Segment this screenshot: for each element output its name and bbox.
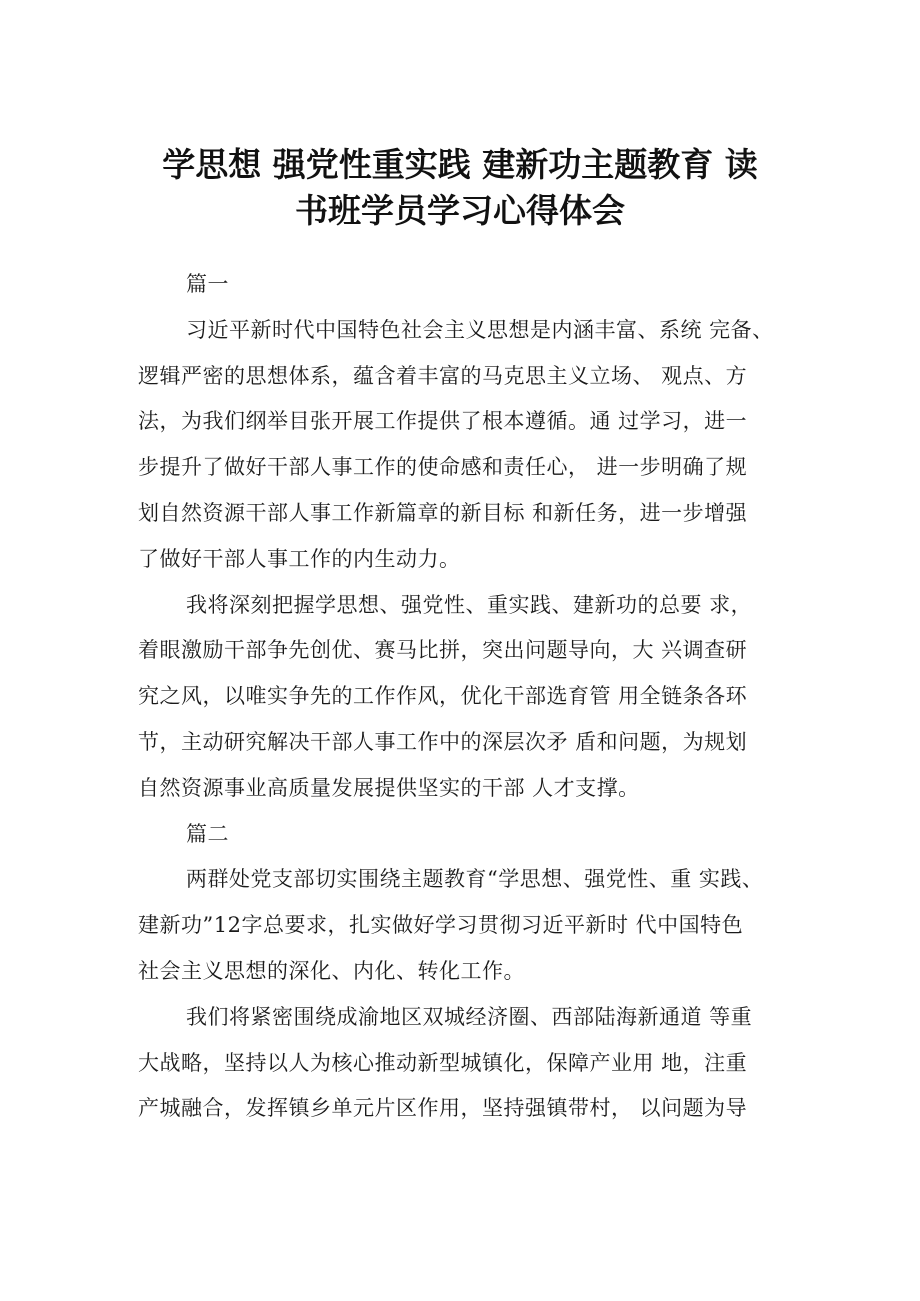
- text-line: 大战略，坚持以人为核心推动新型城镇化，保障产业用 地，注重: [138, 1050, 748, 1075]
- text-line: 社会主义思想的深化、内化、转化工作。: [138, 958, 525, 983]
- text-line: 划自然资源干部人事工作新篇章的新目标 和新任务，进一步增强: [138, 500, 748, 525]
- text-line: 两群处党支部切实围绕主题教育“学思想、强党性、重 实践、: [186, 867, 764, 892]
- text-line: 步提升了做好干部人事工作的使命感和责任心， 进一步明确了规: [138, 455, 748, 480]
- text-line: 篇二: [186, 821, 229, 846]
- text-line: 究之风，以唯实争先的工作作风，优化干部选育管 用全链条各环: [138, 684, 748, 709]
- text-line: 篇一: [186, 272, 229, 296]
- text-line: 自然资源事业高质量发展提供坚实的干部 人才支撑。: [138, 775, 640, 800]
- title-line-2: 书班学员学习心得体会: [295, 191, 625, 230]
- text-line: 节，主动研究解决干部人事工作中的深层次矛 盾和问题，为规划: [138, 729, 748, 754]
- text-line: 产城融合，发挥镇乡单元片区作用，坚持强镇带村， 以问题为导: [138, 1096, 748, 1121]
- text-line: 着眼激励干部争先创优、赛马比拼，突出问题导向，大 兴调查研: [138, 638, 748, 663]
- text-line: 法，为我们纲举目张开展工作提供了根本遵循。通 过学习，进一: [138, 409, 748, 434]
- document-title: [138, 142, 782, 234]
- text-line: 了做好干部人事工作的内生动力。: [138, 546, 461, 571]
- title-line-1: 学思想 强党性重实践 建新功主题教育 读: [162, 145, 758, 184]
- text-line: 我们将紧密围绕成渝地区双城经济圈、西部陆海新通道 等重: [186, 1004, 753, 1029]
- text-line: 习近平新时代中国特色社会主义思想是内涵丰富、系统 完备、: [186, 317, 774, 342]
- text-line: 我将深刻把握学思想、强党性、重实践、建新功的总要 求，: [186, 592, 753, 617]
- text-line: 建新功”12字总要求，扎实做好学习贯彻习近平新时 代中国特色: [138, 913, 744, 938]
- text-line: 逻辑严密的思想体系，蕴含着丰富的马克思主义立场、 观点、方: [138, 363, 748, 388]
- document-body: [138, 262, 798, 1132]
